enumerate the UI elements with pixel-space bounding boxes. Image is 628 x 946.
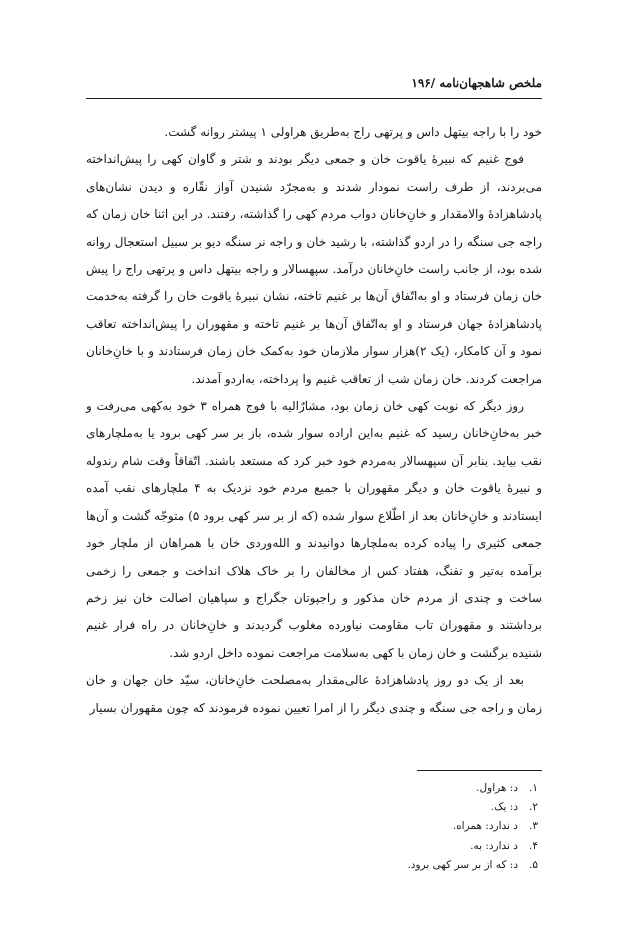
footnote-rule — [417, 770, 542, 771]
footnote-number: ۳. — [529, 820, 538, 833]
footnote-text: د ندارد: به. — [470, 839, 518, 852]
footnote-number: ۱. — [529, 782, 538, 794]
footnote-number: ۴. — [529, 839, 538, 852]
paragraph-4: بعد از یک دو روز پادشاهزادهٔ عالی‌مقدار به‌مصلحت خانِ‌خانان، سیّد خان جهان و خان زمان و راجه جی سنگه و چندی دیگر را از امرا تعیین نموده فرمودند که چون مقهوران بسیار — [86, 673, 542, 715]
header-rule — [86, 98, 542, 99]
footnote-text: د: که از بر سر کهی برود. — [407, 858, 518, 871]
footnotes — [86, 779, 538, 875]
footnote-text: د ندارد: همراه. — [452, 820, 518, 833]
footnote-4 — [86, 837, 538, 856]
footnote-2 — [86, 798, 538, 817]
paragraph-2: فوج غنیم که نبیرهٔ یاقوت خان و جمعی دیگر بودند و شتر و گاوان کهی را پیش‌انداخته می‌بردند، از طرف راست نمودار شدند و به‌مجرّد شنیدن آواز نقّاره و دیدن نشان‌های پادشاهزادهٔ والامقدار و خانِ‌خانان دواب مردم کهی را گذاشته، رفتند. در این اثنا خان زمان که راجه جی سنگه را در اردو گذاشته، با رشید خان و راجه نر سنگه دیو بر سبیل استعجال روانه شده بود، از جانب راست خانِ‌خانان درآمد. سپهسالار و راجه بیتهل داس و پرتهی راج را پیش خان زمان فرستاد و او به‌اتّفاق آن‌ها بر غنیم تاخته، نشان نبیرهٔ یاقوت خان را گرفته به‌خدمت پادشاهزادهٔ جهان فرستاد و او به‌اتّفاق آن‌ها بر غنیم تاخته و مقهوران را پیش‌انداخته تعاقب نمود و آن کامکار، (یک ۲)هزار سوار ملازمان خود به‌کمک خان زمان فرستادند و با خانِ‌خانان مراجعت کردند. خان زمان شب از تعاقب غنیم وا پرداخته، به‌اردو آمدند. — [86, 152, 543, 386]
footnote-number: ۵. — [529, 858, 538, 871]
footnote-number: ۲. — [529, 801, 538, 814]
footnote-3 — [86, 817, 538, 836]
body-text — [86, 119, 542, 722]
footnote-text: د: یک. — [490, 801, 518, 814]
running-header: ملخص شاهجهان‌نامه /۱۹۶ — [411, 76, 542, 90]
paragraph-3: روز دیگر که نوبت کهی خان زمان بود، مشارٌالیه با فوج همراه ۳ خود به‌کهی می‌رفت و خبر به‌خانِ‌خانان رسید که غنیم به‌این اراده سوار شده، باز بر سر کهی برود یا به‌ملچارهای نقب بیاید. بنابر آن سپهسالار به‌مردم خود خبر کرد که مستعد باشند. اتّفاقاً وقت شام رندوله و نبیرهٔ یاقوت خان و دیگر مقهوران با جمیع مردم خود نزدیک به ۴ ملچارهای نقب آمده ایستادند و خانِ‌خانان بعد از اطّلاع سوار شده (که از بر سر کهی برود ۵) متوجّه گشت و آن‌ها جمعی کثیری را پیاده کرده به‌ملچارها دوانیدند و الله‌وردی خان با همراهان از ملچار خود برآمده به‌تیر و تفنگ، هفتاد کس از مخالفان را بر خاک هلاک انداخت و جمعی را زخمی ساخت و چندی از مردم خان مذکور و راجپوتان جگراج و سپاهیان اصالت خان نیز زخم برداشتند و مقهوران تاب مقاومت نیاورده مغلوب گردیدند و خانِ‌خانان در راه فرار غنیم شنیده برگشت و خان زمان با کهی به‌سلامت مراجعت نموده داخل اردو شد. — [86, 399, 543, 660]
footnote-text: د: هراول. — [476, 782, 518, 794]
footnote-1 — [86, 779, 538, 798]
paragraph-1: خود را با راجه بیتهل داس و پرتهی راج به‌طریق هراولی ۱ پیشتر روانه گشت. — [164, 125, 542, 139]
footnote-5 — [86, 856, 538, 875]
